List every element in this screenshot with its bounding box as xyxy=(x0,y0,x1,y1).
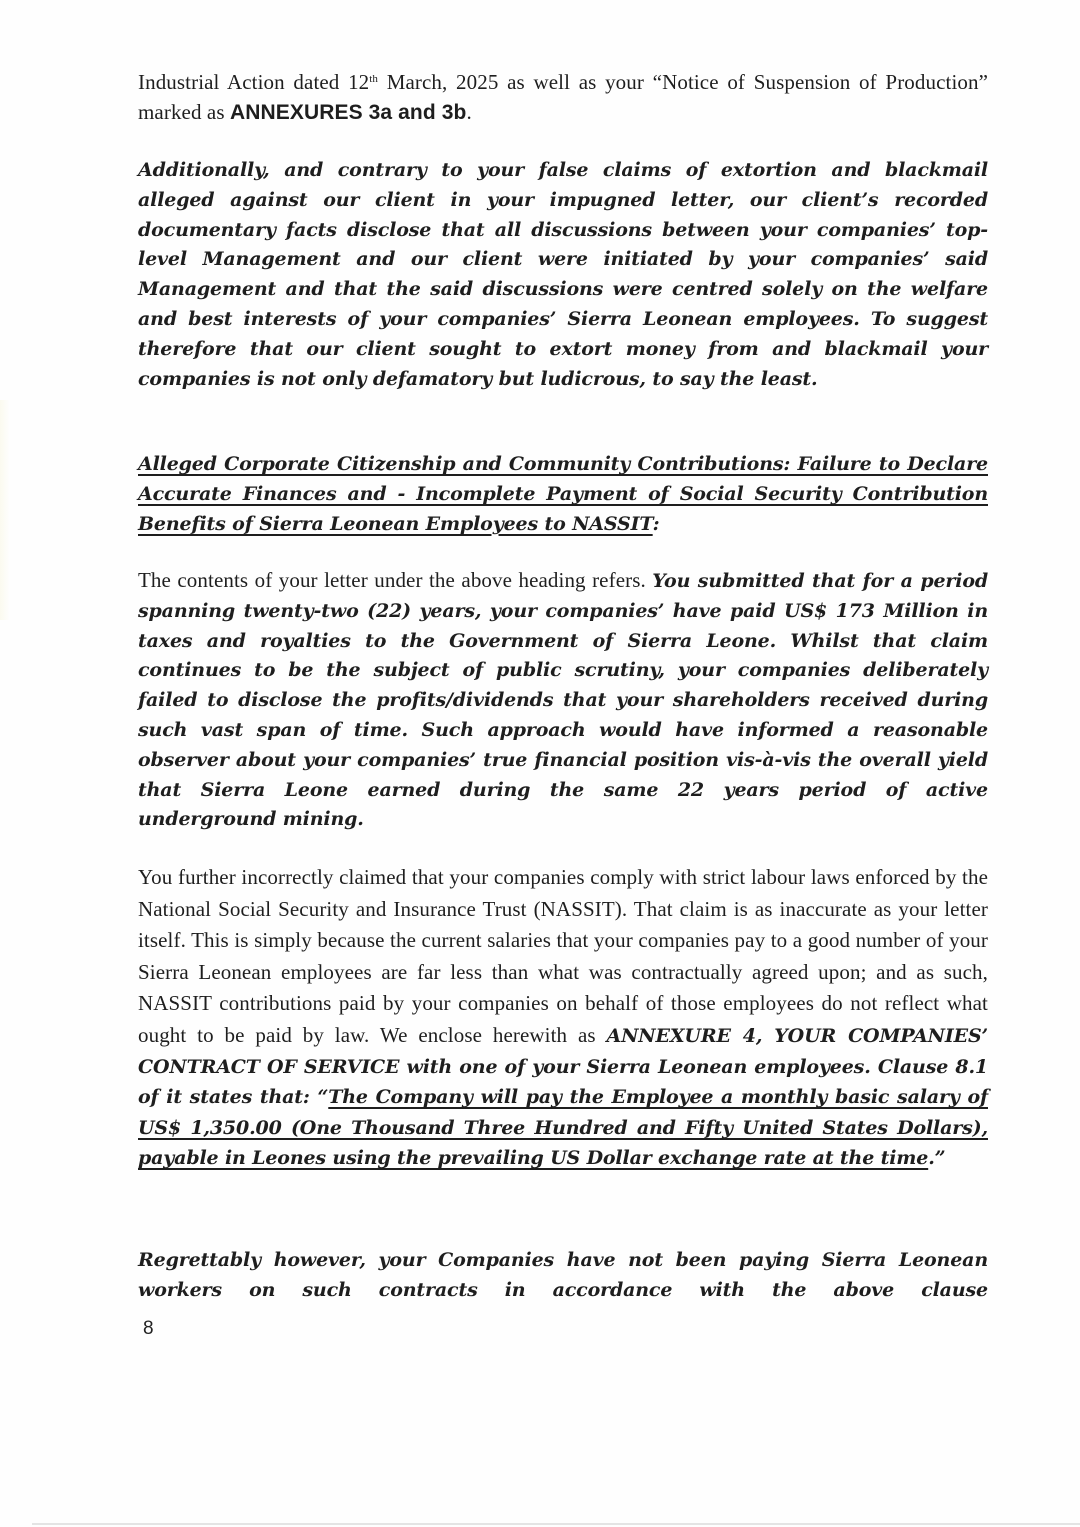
annexure-reference: ANNEXURES 3a and 3b xyxy=(229,100,467,124)
emphasized-text: You submitted that for a period spanning twenty-two (22) years, your companies’ have paid US$ 173 Million in taxes and royalties to the Government of Sierra Leone. Whilst that claim continues to be the subject of public scrutiny, your companies deliberately failed to disclose the profits/dividends that your shareholders received during such vast span of time. Such approach would have informed a reasonable observer about your companies’ true financial position vis-à-vis the overall yield that Sierra Leone earned during the same 22 years period of active underground mining. xyxy=(138,570,988,831)
paragraph-nassit-contributions xyxy=(138,863,988,1175)
paragraph-taxes-royalties xyxy=(138,566,988,835)
paragraph-text: March, 2025 as well as your “Notice of Suspension of Production” marked as xyxy=(138,70,988,124)
clause-8-1-quote: The Company will pay the Employee a monthly basic salary of US$ 1,350.00 (One Thousand Three Hundred and Fifty United States Dollars), payable in Leones using the prevailing US Dollar exchange rate at the time xyxy=(138,1086,988,1170)
paragraph-extortion-claims: Additionally, and contrary to your false claims of extortion and blackmail alleged against our client in your impugned letter, our client’s recorded documentary facts disclose that all discussions between your companies’ top-level Management and our client were initiated by your companies’ said Management and that the said discussions were centred solely on the welfare and best interests of your companies’ Sierra Leonean employees. To suggest therefore that our client sought to extort money from and blackmail your companies is not only defamatory but ludicrous, to say the least. xyxy=(138,159,988,390)
quote-close: .” xyxy=(928,1147,946,1170)
section-heading xyxy=(138,450,988,539)
section-heading-colon: : xyxy=(652,512,660,535)
paragraph-text: You further incorrectly claimed that your companies comply with strict labour laws enforced by the National Social Security and Insurance Trust (NASSIT). That claim is as inaccurate as your letter itself. This is simply because the current salaries that your companies pay to a good number of your Sierra Leonean employees are far less than what was contractually agreed upon; and as such, NASSIT contributions paid by your companies on behalf of those employees do not reflect what ought to be paid by law. We enclose herewith as xyxy=(138,865,988,1047)
paragraph-annexures-3a-3b xyxy=(138,68,988,127)
paragraph-text: Industrial Action dated 12 xyxy=(138,70,370,94)
scan-bottom-edge xyxy=(32,1523,1080,1525)
ordinal-superscript: th xyxy=(369,73,379,85)
paragraph-regrettably: Regrettably however, your Companies have not been paying Sierra Leonean workers on such contracts in accordance with the above clause xyxy=(138,1249,988,1301)
paragraph-text: The contents of your letter under the above heading refers. xyxy=(138,568,653,592)
annexure-4-reference: ANNEXURE 4, YOUR COMPANIES’ CONTRACT OF SERVICE with one of your Sierra Leonean employees. Clause 8.1 of it states that: “ xyxy=(138,1024,988,1109)
section-heading-text: Alleged Corporate Citizenship and Community Contributions: Failure to Declare Accurate Finances and - Incomplete Payment of Social Security Contribution Benefits of Sierra Leonean Employees to NASSIT xyxy=(138,453,988,535)
paragraph-text: . xyxy=(466,99,472,124)
scan-edge-tint xyxy=(0,400,10,620)
page-number: 8 xyxy=(143,1318,154,1339)
